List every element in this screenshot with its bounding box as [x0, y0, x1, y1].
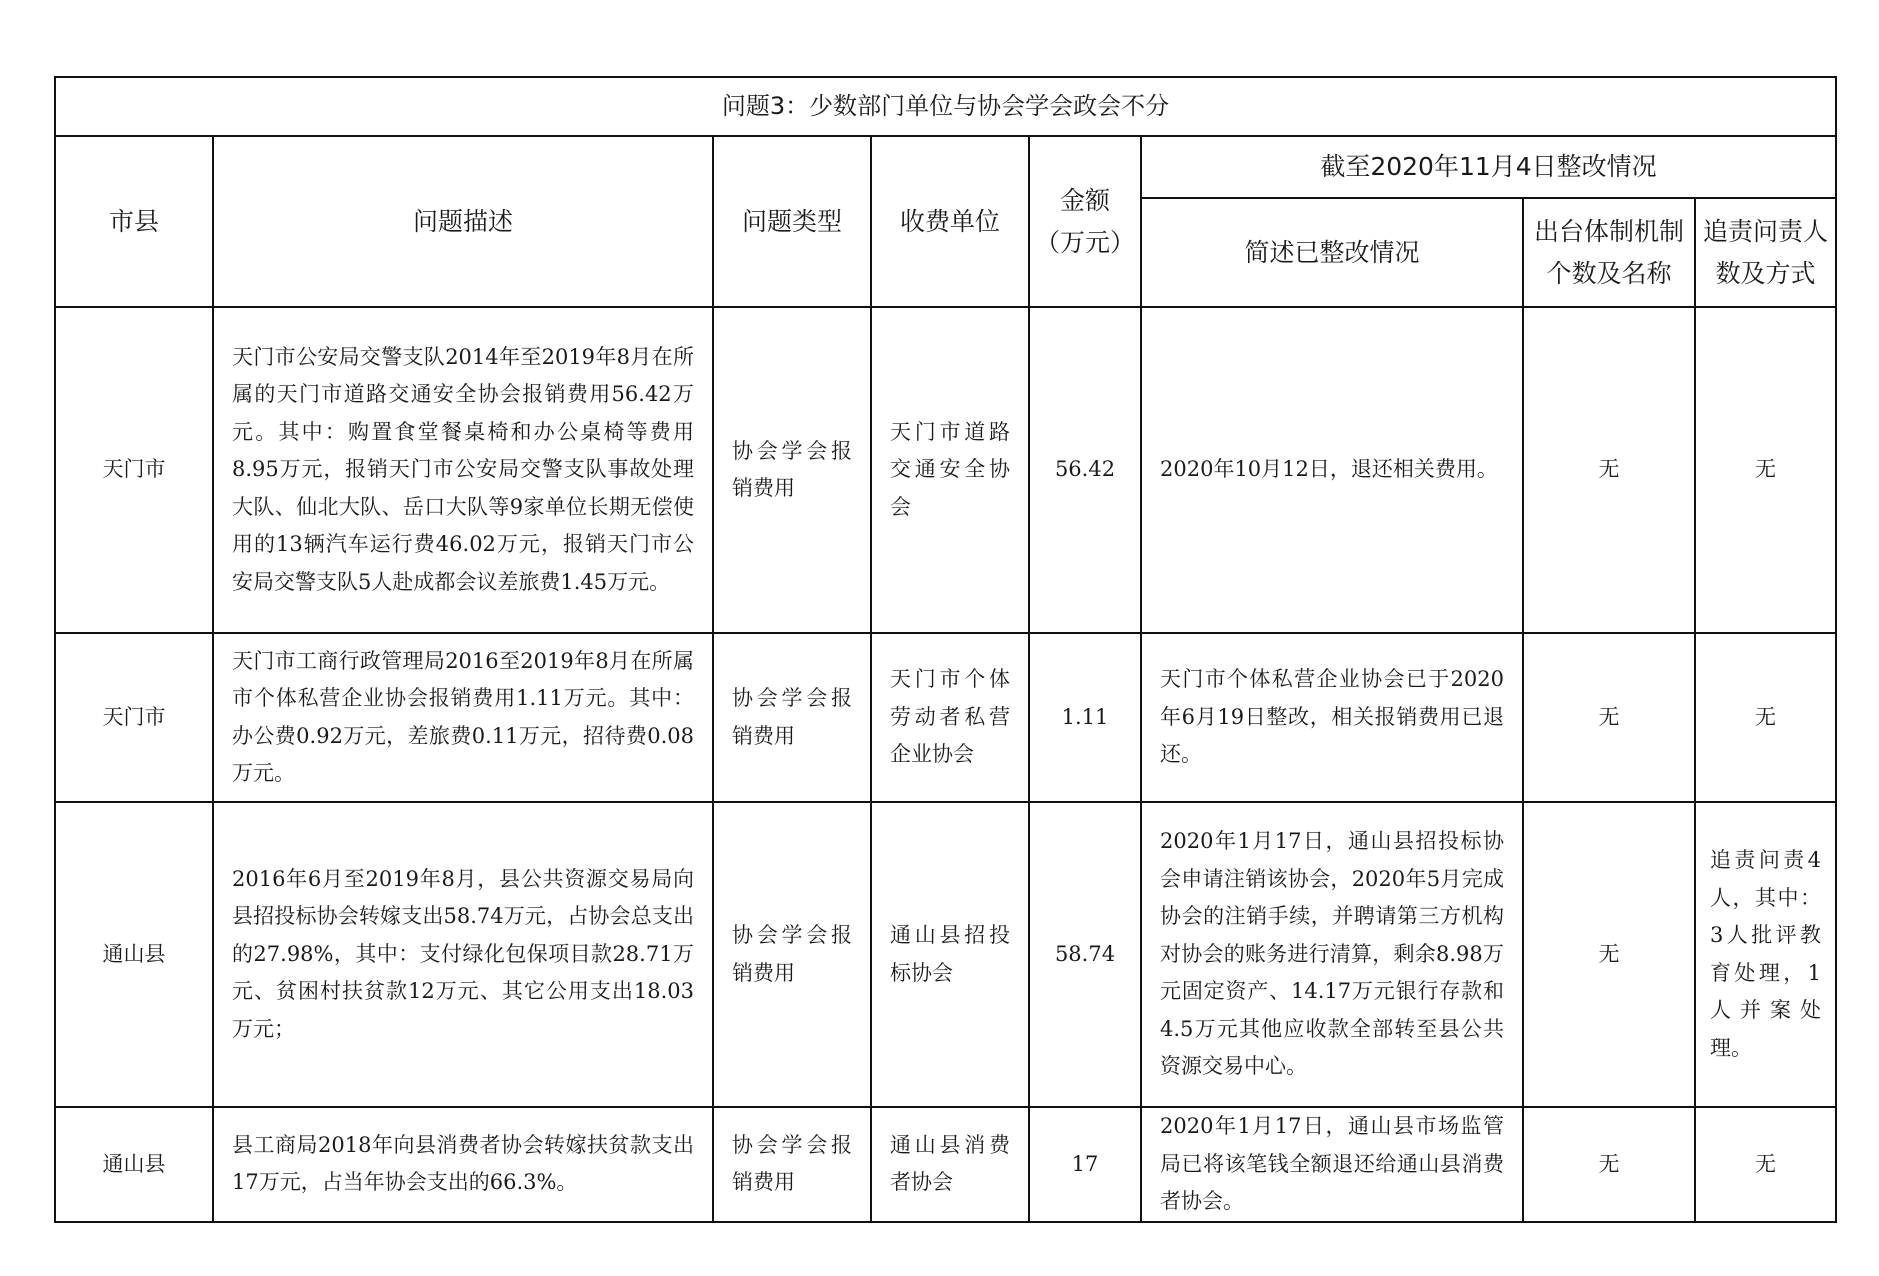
cell-amount: 17: [1029, 1107, 1141, 1222]
cell-city: 天门市: [55, 633, 213, 802]
cell-description: 县工商局2018年向县消费者协会转嫁扶贫款支出17万元，占当年协会支出的66.3%。: [213, 1107, 713, 1222]
cell-description: 天门市工商行政管理局2016至2019年8月在所属市个体私营企业协会报销费用1.11万元。其中：办公费0.92万元，差旅费0.11万元，招待费0.08万元。: [213, 633, 713, 802]
cell-accountability: 无: [1695, 307, 1836, 633]
cell-accountability: 追责问责4人，其中：3人批评教育处理，1人并案处理。: [1695, 802, 1836, 1107]
header-summary: 简述已整改情况: [1141, 198, 1523, 307]
cell-accountability: 无: [1695, 1107, 1836, 1222]
header-mechanisms: 出台体制机制个数及名称: [1523, 198, 1695, 307]
header-status-group: 截至2020年11月4日整改情况: [1141, 136, 1836, 198]
header-type: 问题类型: [713, 136, 871, 307]
cell-amount: 56.42: [1029, 307, 1141, 633]
cell-summary: 2020年10月12日，退还相关费用。: [1141, 307, 1523, 633]
cell-city: 天门市: [55, 307, 213, 633]
cell-accountability: 无: [1695, 633, 1836, 802]
header-amount: 金额 （万元）: [1029, 136, 1141, 307]
header-city: 市县: [55, 136, 213, 307]
cell-summary: 2020年1月17日，通山县招投标协会申请注销该协会，2020年5月完成协会的注销手续，并聘请第三方机构对协会的账务进行清算，剩余8.98万元固定资产、14.17万元银行存款和4.5万元其他应收款全部转至县公共资源交易中心。: [1141, 802, 1523, 1107]
header-accountability: 追责问责人数及方式: [1695, 198, 1836, 307]
cell-mechanisms: 无: [1523, 633, 1695, 802]
cell-type: 协会学会报销费用: [713, 633, 871, 802]
cell-summary: 天门市个体私营企业协会已于2020年6月19日整改，相关报销费用已退还。: [1141, 633, 1523, 802]
cell-unit: 通山县招投标协会: [871, 802, 1029, 1107]
cell-description: 2016年6月至2019年8月，县公共资源交易局向县招投标协会转嫁支出58.74万元，占协会总支出的27.98%，其中：支付绿化包保项目款28.71万元、贫困村扶贫款12万元、其它公用支出18.03万元；: [213, 802, 713, 1107]
cell-summary: 2020年1月17日，通山县市场监管局已将该笔钱全额退还给通山县消费者协会。: [1141, 1107, 1523, 1222]
rectification-table: [54, 76, 1837, 1223]
cell-type: 协会学会报销费用: [713, 307, 871, 633]
cell-description: 天门市公安局交警支队2014年至2019年8月在所属的天门市道路交通安全协会报销费用56.42万元。其中：购置食堂餐桌椅和办公桌椅等费用8.95万元，报销天门市公安局交警支队事故处理大队、仙北大队、岳口大队等9家单位长期无偿使用的13辆汽车运行费46.02万元，报销天门市公安局交警支队5人赴成都会议差旅费1.45万元。: [213, 307, 713, 633]
cell-amount: 58.74: [1029, 802, 1141, 1107]
cell-type: 协会学会报销费用: [713, 1107, 871, 1222]
cell-mechanisms: 无: [1523, 1107, 1695, 1222]
cell-mechanisms: 无: [1523, 802, 1695, 1107]
header-description: 问题描述: [213, 136, 713, 307]
cell-unit: 天门市道路交通安全协会: [871, 307, 1029, 633]
cell-unit: 天门市个体劳动者私营企业协会: [871, 633, 1029, 802]
document-table-wrapper: [54, 76, 1835, 1223]
table-row: [55, 1107, 1836, 1222]
cell-city: 通山县: [55, 802, 213, 1107]
table-row: [55, 802, 1836, 1107]
cell-city: 通山县: [55, 1107, 213, 1222]
cell-type: 协会学会报销费用: [713, 802, 871, 1107]
table-title: 问题3：少数部门单位与协会学会政会不分: [55, 77, 1836, 136]
table-row: [55, 633, 1836, 802]
header-unit: 收费单位: [871, 136, 1029, 307]
cell-unit: 通山县消费者协会: [871, 1107, 1029, 1222]
cell-amount: 1.11: [1029, 633, 1141, 802]
table-row: [55, 307, 1836, 633]
cell-mechanisms: 无: [1523, 307, 1695, 633]
